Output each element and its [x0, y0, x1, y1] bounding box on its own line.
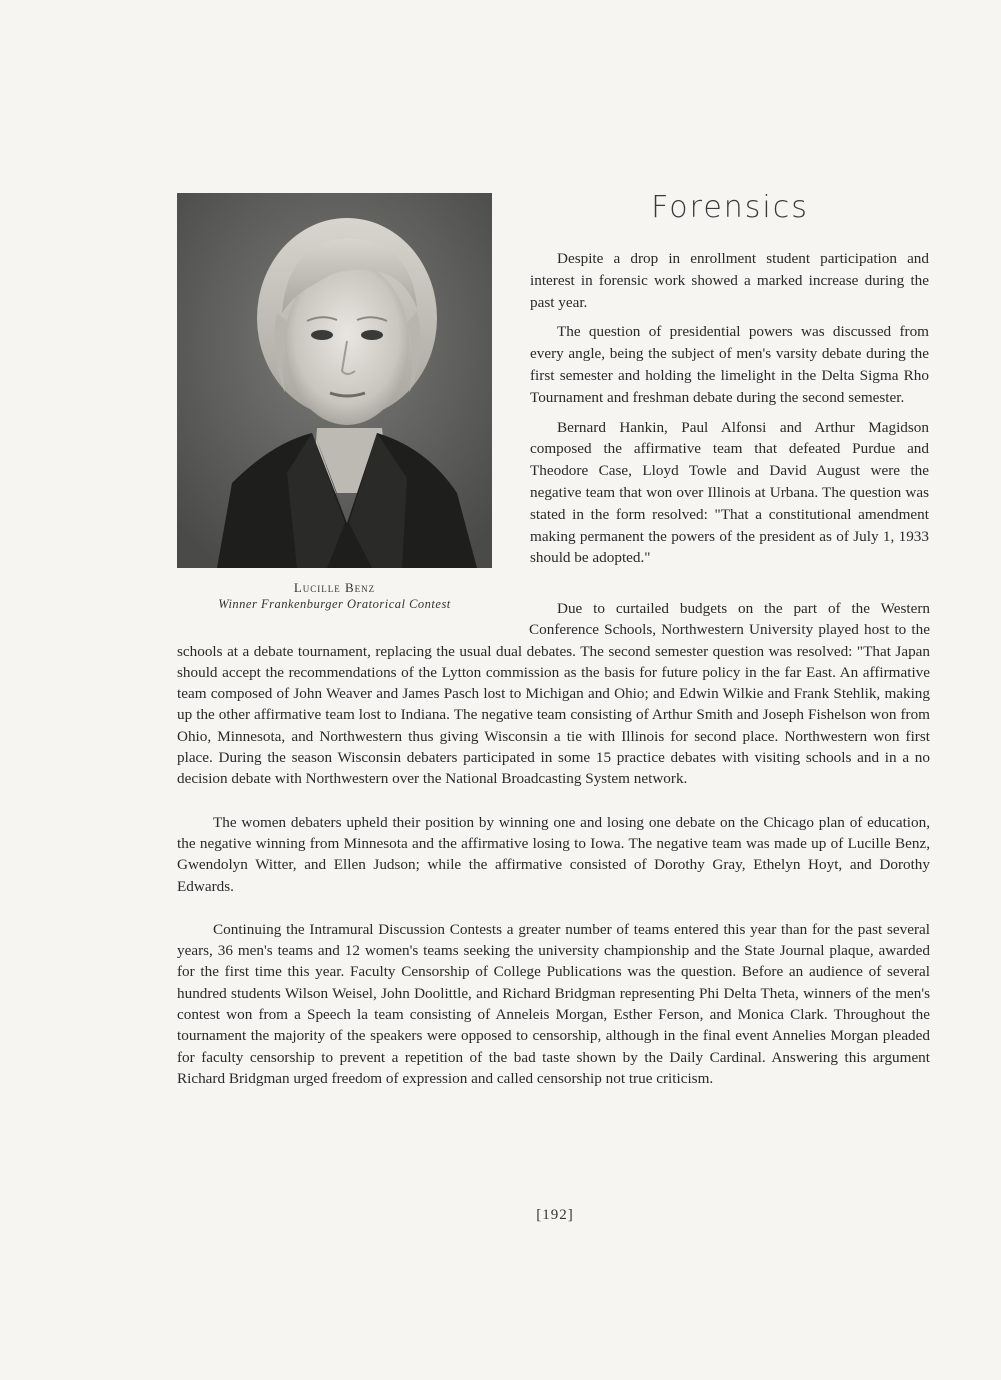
- paragraph: The women debaters upheld their position by winning one and losing one debate on the Chicago plan of education, the negative winning from Minnesota and the affirmative losing to Iowa. The negative team was made up of Lucille Benz, Gwendolyn Witter, and Ellen Judson; while the affirmative consisted of Dorothy Gray, Ethelyn Hoyt, and Dorothy Edwards.: [177, 813, 930, 895]
- full-width-text: [177, 598, 930, 1111]
- paragraph: Continuing the Intramural Discussion Contests a greater number of teams entered this year than for the past several years, 36 men's teams and 12 women's teams seeking the university championship and the State Journal plaque, awarded for the first time this year. Faculty Censorship of College Publications was the question. Before an audience of several hundred students Wilson Weisel, John Doolittle, and Richard Bridgman representing Phi Delta Theta, winners of the men's contest won from a Speech la team consisting of Anneleis Morgan, Esther Ferson, and Monica Clark. Throughout the tournament the majority of the speakers were opposed to censorship, although in the final event Annelies Morgan pleaded for faculty censorship to prevent a repetition of the bad taste shown by the Daily Cardinal. Answering this argument Richard Bridgman urged freedom of expression and called censorship not true criticism.: [177, 920, 930, 1087]
- portrait-photo: [177, 193, 492, 568]
- caption-subtitle: Winner Frankenburger Oratorical Contest: [218, 597, 451, 611]
- page-number: [192]: [536, 1207, 574, 1223]
- paragraph: Due to curtailed budgets on the part of the Western Conference Schools, Northwestern University played host to the schools at a debate tournament, replacing the usual dual debates. The second semester question was resolved: "That Japan should accept the recommendations of the Lytton commission as the basis for future policy in the far East. An affirmative team composed of John Weaver and James Pasch lost to Michigan and Ohio; and Edwin Wilkie and Frank Stehlik, making up the other affirmative team lost to Indiana. The negative team consisting of Arthur Smith and Joseph Fishelson won from Ohio, Minnesota, and Northwestern thus giving Wisconsin a tie with Illinois for second place. Northwestern won first place. During the season Wisconsin debaters participated in some 15 practice debates with visiting schools and in a no decision debate with Northwestern over the National Broadcasting System network.: [177, 600, 930, 788]
- caption-name: Lucille Benz: [293, 580, 376, 595]
- paragraph: The question of presidential powers was discussed from every angle, being the subject of men's varsity debate during the first semester and holding the limelight in the Delta Sigma Rho Tournament and freshman debate during the second semester.: [530, 323, 929, 406]
- right-column-text: [530, 248, 929, 577]
- page-title: Forensics: [651, 190, 809, 225]
- portrait-illustration: [177, 193, 492, 568]
- paragraph: Despite a drop in enrollment student participation and interest in forensic work showed a marked increase during the past year.: [530, 250, 929, 311]
- float-spacer: [177, 598, 529, 640]
- paragraph: Bernard Hankin, Paul Alfonsi and Arthur Magidson composed the affirmative team that defeated Purdue and Theodore Case, Lloyd Towle and David August were the negative team that won over Illinois at Urbana. The question was stated in the form resolved: "That a constitutional amendment making permanent the powers of the president as of July 1, 1933 should be adopted.": [530, 418, 929, 567]
